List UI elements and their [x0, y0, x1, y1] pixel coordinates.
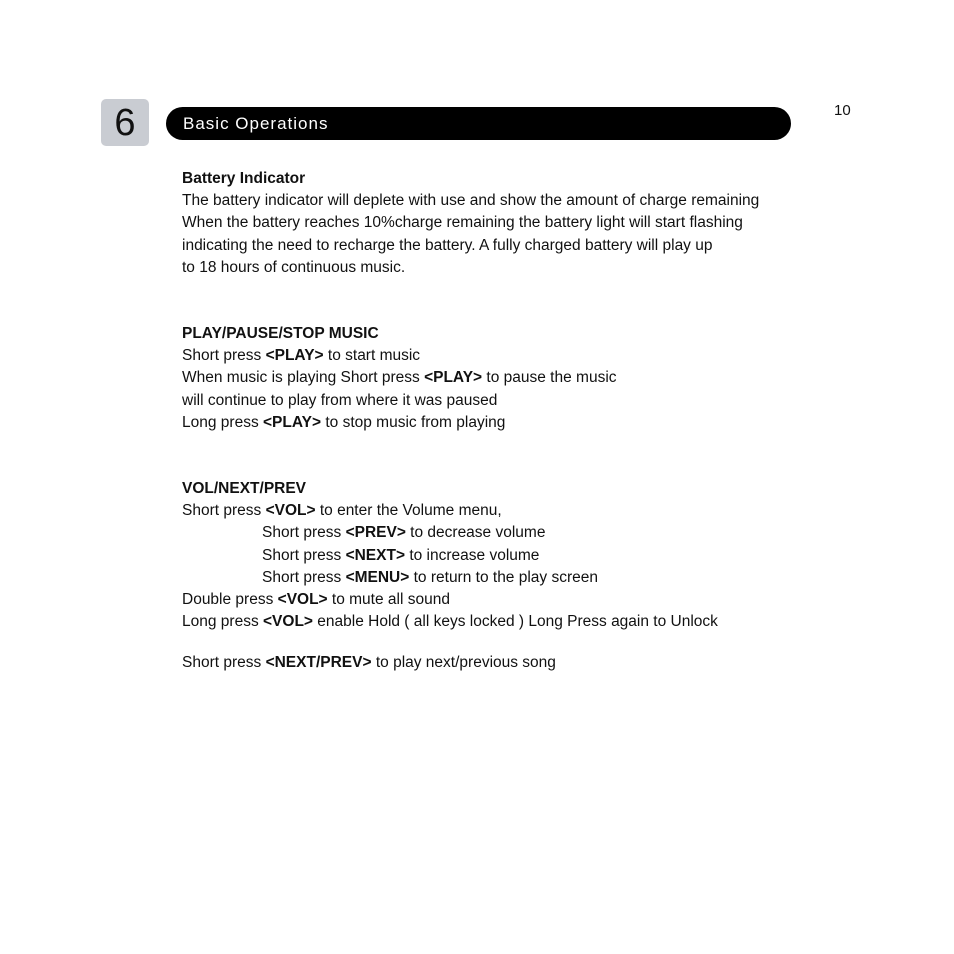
line-text: Short press: [182, 654, 266, 672]
section-spacer: [182, 279, 882, 323]
line-text: Long press: [182, 413, 263, 431]
battery-line: The battery indicator will deplete with use and show the amount of charge remaining: [182, 192, 760, 210]
line-text: Long press: [182, 613, 263, 631]
page-number: 10: [834, 102, 851, 119]
key-label: <NEXT/PREV>: [265, 654, 372, 672]
vol-line: [182, 567, 882, 589]
key-label: <PLAY>: [265, 347, 324, 365]
line-text: Short press: [182, 502, 266, 520]
key-label: <PREV>: [345, 524, 406, 542]
play-heading: PLAY/PAUSE/STOP MUSIC: [182, 325, 379, 343]
vol-line: [182, 652, 882, 674]
line-text: to decrease volume: [405, 524, 546, 542]
key-label: <VOL>: [263, 613, 313, 631]
section-spacer: [182, 434, 882, 478]
section-title-bar: [166, 107, 791, 140]
chapter-number-badge: [101, 99, 149, 146]
key-label: <NEXT>: [345, 546, 406, 564]
line-text: Short press: [182, 347, 266, 365]
line-text: to return to the play screen: [409, 568, 598, 586]
play-line: [182, 345, 882, 367]
vol-line: [182, 611, 882, 633]
play-line: [182, 367, 882, 389]
line-text: to start music: [323, 347, 421, 365]
line-text: to stop music from playing: [321, 413, 506, 431]
vol-line: [182, 545, 882, 567]
line-text: Short press: [262, 546, 346, 564]
key-label: <MENU>: [345, 568, 410, 586]
play-line: [182, 390, 882, 412]
section-spacer: [182, 633, 882, 652]
chapter-number: 6: [114, 101, 136, 144]
battery-line: When the battery reaches 10%charge remaining the battery light will start flashing: [182, 214, 743, 232]
line-text: Double press: [182, 591, 278, 609]
line-text: to increase volume: [405, 546, 540, 564]
page-content: [182, 168, 882, 675]
line-text: to play next/previous song: [371, 654, 556, 672]
line-text: will continue to play from where it was paused: [182, 391, 498, 409]
line-text: to enter the Volume menu,: [315, 502, 502, 520]
line-text: When music is playing Short press: [182, 369, 425, 387]
key-label: <PLAY>: [263, 413, 322, 431]
vol-line: [182, 522, 882, 544]
line-text: to pause the music: [482, 369, 617, 387]
section-title: Basic Operations: [183, 113, 329, 133]
vol-heading: VOL/NEXT/PREV: [182, 480, 307, 498]
vol-line: [182, 589, 882, 611]
line-text: Short press: [262, 568, 346, 586]
battery-line: indicating the need to recharge the battery. A fully charged battery will play up: [182, 236, 713, 254]
line-text: to mute all sound: [327, 591, 450, 609]
play-line: [182, 412, 882, 434]
battery-line: to 18 hours of continuous music.: [182, 258, 406, 276]
line-text: Short press: [262, 524, 346, 542]
battery-heading: Battery Indicator: [182, 170, 306, 187]
key-label: <PLAY>: [424, 369, 483, 387]
line-text: enable Hold ( all keys locked ) Long Press again to Unlock: [312, 613, 718, 631]
key-label: <VOL>: [265, 502, 316, 520]
key-label: <VOL>: [277, 591, 328, 609]
vol-line: [182, 500, 882, 522]
